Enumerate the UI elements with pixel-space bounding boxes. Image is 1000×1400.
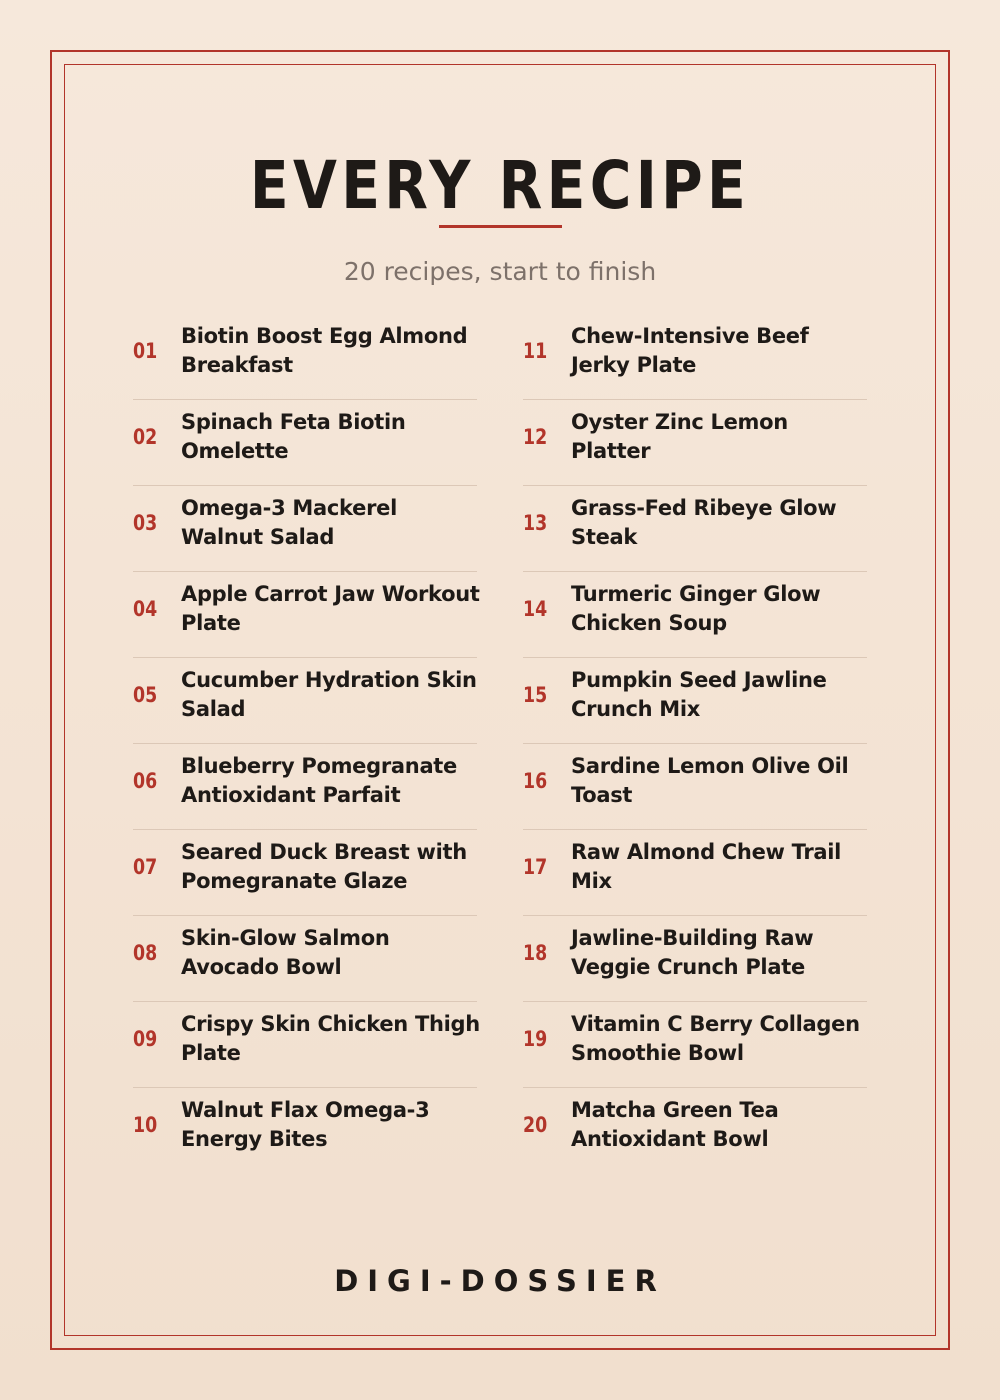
recipe-item[interactable]: [523, 400, 867, 486]
recipe-number: 04: [133, 597, 158, 621]
recipe-number: 10: [133, 1113, 158, 1137]
recipe-number: 16: [523, 769, 548, 793]
recipe-number: 17: [523, 855, 548, 879]
recipe-number: 07: [133, 855, 158, 879]
page-subtitle: 20 recipes, start to finish: [343, 257, 657, 286]
recipe-number: 14: [523, 597, 548, 621]
recipe-number: 03: [133, 511, 158, 535]
recipe-name: Pumpkin Seed Jawline Crunch Mix: [571, 668, 827, 721]
recipe-name: Crispy Skin Chicken Thigh Plate: [181, 1012, 480, 1065]
recipe-number: 18: [523, 941, 548, 965]
recipe-number: 11: [523, 339, 548, 363]
recipe-number: 19: [523, 1027, 548, 1051]
recipe-item[interactable]: [133, 1088, 477, 1174]
recipe-name: Jawline-Building Raw Veggie Crunch Plate: [571, 926, 814, 979]
recipe-name: Vitamin C Berry Collagen Smoothie Bowl: [571, 1012, 860, 1065]
recipe-name: Biotin Boost Egg Almond Breakfast: [181, 324, 468, 377]
recipe-number: 08: [133, 941, 158, 965]
recipe-name: Blueberry Pomegranate Antioxidant Parfait: [181, 754, 457, 807]
brand-footer: DIGI-DOSSIER: [334, 1264, 666, 1298]
recipe-list-right: [523, 314, 867, 1174]
recipe-name: Raw Almond Chew Trail Mix: [571, 840, 842, 893]
recipe-name: Walnut Flax Omega-3 Energy Bites: [181, 1098, 430, 1151]
recipe-number: 06: [133, 769, 158, 793]
title-underline: [439, 225, 562, 228]
recipe-item[interactable]: [523, 1088, 867, 1174]
page-title: EVERY RECIPE: [249, 147, 751, 224]
recipe-name: Cucumber Hydration Skin Salad: [181, 668, 477, 721]
recipe-item[interactable]: [133, 658, 477, 744]
recipe-item[interactable]: [133, 1002, 480, 1088]
recipe-item[interactable]: [523, 314, 867, 400]
recipe-item[interactable]: [523, 572, 867, 658]
recipe-item[interactable]: [133, 572, 480, 658]
recipe-item[interactable]: [523, 744, 867, 830]
recipe-number: 01: [133, 339, 158, 363]
recipe-list-left: [133, 314, 480, 1174]
recipe-name: Skin-Glow Salmon Avocado Bowl: [181, 926, 390, 979]
recipe-name: Sardine Lemon Olive Oil Toast: [571, 754, 849, 807]
recipe-number: 13: [523, 511, 548, 535]
recipe-item[interactable]: [523, 486, 867, 572]
recipe-number: 20: [523, 1113, 548, 1137]
recipe-number: 05: [133, 683, 158, 707]
recipe-item[interactable]: [133, 400, 477, 486]
recipe-item[interactable]: [523, 830, 867, 916]
recipe-item[interactable]: [133, 830, 477, 916]
recipe-name: Seared Duck Breast with Pomegranate Glaze: [181, 840, 467, 893]
recipe-number: 15: [523, 683, 548, 707]
recipe-name: Apple Carrot Jaw Workout Plate: [181, 582, 480, 635]
recipe-item[interactable]: [133, 314, 477, 400]
recipe-item[interactable]: [523, 916, 867, 1002]
recipe-name: Matcha Green Tea Antioxidant Bowl: [571, 1098, 779, 1151]
recipe-name: Omega-3 Mackerel Walnut Salad: [181, 496, 397, 549]
recipe-item[interactable]: [133, 486, 477, 572]
recipe-name: Spinach Feta Biotin Omelette: [181, 410, 406, 463]
recipe-name: Chew-Intensive Beef Jerky Plate: [571, 324, 809, 377]
recipe-item[interactable]: [133, 744, 477, 830]
recipe-name: Oyster Zinc Lemon Platter: [571, 410, 788, 463]
recipe-item[interactable]: [523, 1002, 867, 1088]
recipe-number: 09: [133, 1027, 158, 1051]
recipe-item[interactable]: [133, 916, 477, 1002]
recipe-name: Grass-Fed Ribeye Glow Steak: [571, 496, 837, 549]
recipe-item[interactable]: [523, 658, 867, 744]
recipe-name: Turmeric Ginger Glow Chicken Soup: [571, 582, 821, 635]
recipe-number: 12: [523, 425, 548, 449]
recipe-number: 02: [133, 425, 158, 449]
